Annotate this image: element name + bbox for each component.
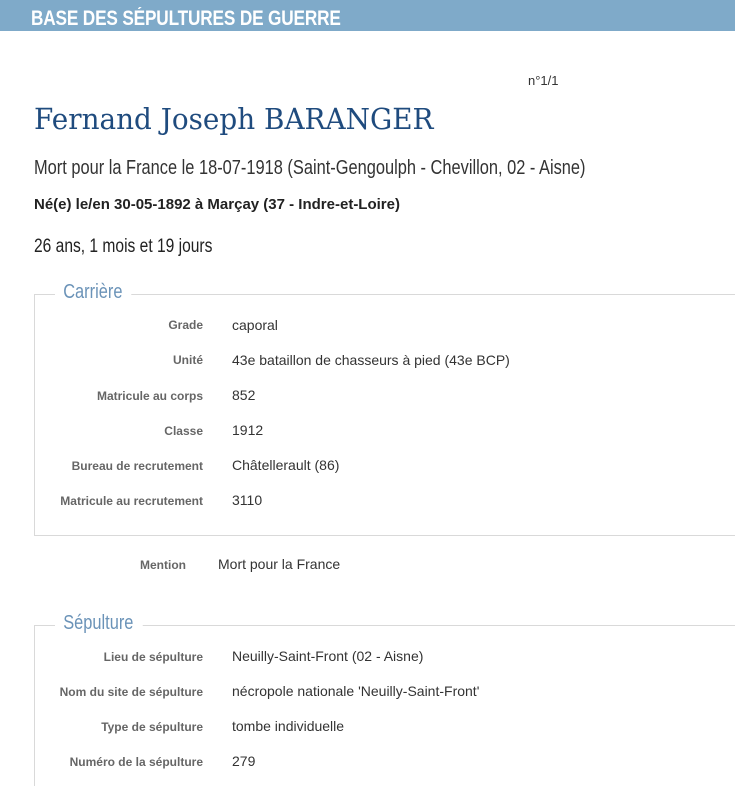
site-title[interactable]: BASE DES SÉPULTURES DE GUERRE <box>31 7 341 30</box>
bureau-recrutement-value: Châtellerault (86) <box>232 457 340 473</box>
matricule-recrutement-value: 3110 <box>232 492 263 508</box>
unite-value: 43e bataillon de chasseurs à pied (43e BCP) <box>232 352 510 368</box>
classe-value: 1912 <box>232 422 264 438</box>
numero-sepulture-label: Numéro de la sépulture <box>69 755 203 769</box>
matricule-recrutement-label: Matricule au recrutement <box>60 494 203 508</box>
matricule-corps-label: Matricule au corps <box>96 389 203 403</box>
mention-label: Mention <box>140 558 186 572</box>
bureau-recrutement-label: Bureau de recrutement <box>71 459 203 473</box>
birth-info: Né(e) le/en 30-05-1892 à Marçay (37 - Indre-et-Loire) <box>34 196 400 213</box>
matricule-corps-value: 852 <box>232 387 256 403</box>
unite-label: Unité <box>173 353 203 367</box>
type-sepulture-value: tombe individuelle <box>232 718 345 734</box>
site-sepulture-value: nécropole nationale 'Neuilly-Saint-Front' <box>232 683 480 699</box>
lieu-sepulture-value: Neuilly-Saint-Front (02 - Aisne) <box>232 648 424 664</box>
type-sepulture-label: Type de sépulture <box>101 720 203 734</box>
age-at-death: 26 ans, 1 mois et 19 jours <box>34 236 213 257</box>
grade-label: Grade <box>168 318 203 332</box>
record-counter: n°1/1 <box>528 73 559 88</box>
carriere-section <box>34 281 735 536</box>
lieu-sepulture-label: Lieu de sépulture <box>103 650 203 664</box>
numero-sepulture-value: 279 <box>232 753 256 769</box>
mention-value: Mort pour la France <box>218 556 341 572</box>
site-sepulture-label: Nom du site de sépulture <box>59 685 203 699</box>
carriere-legend: Carrière <box>55 281 131 304</box>
death-info: Mort pour la France le 18-07-1918 (Saint-Gengoulph - Chevillon, 02 - Aisne) <box>34 157 586 179</box>
sepulture-legend: Sépulture <box>55 612 142 635</box>
classe-label: Classe <box>164 424 203 438</box>
header-bar <box>0 0 735 31</box>
grade-value: caporal <box>232 317 278 333</box>
person-name: Fernand Joseph BARANGER <box>34 102 434 136</box>
sepulture-section <box>34 612 735 786</box>
